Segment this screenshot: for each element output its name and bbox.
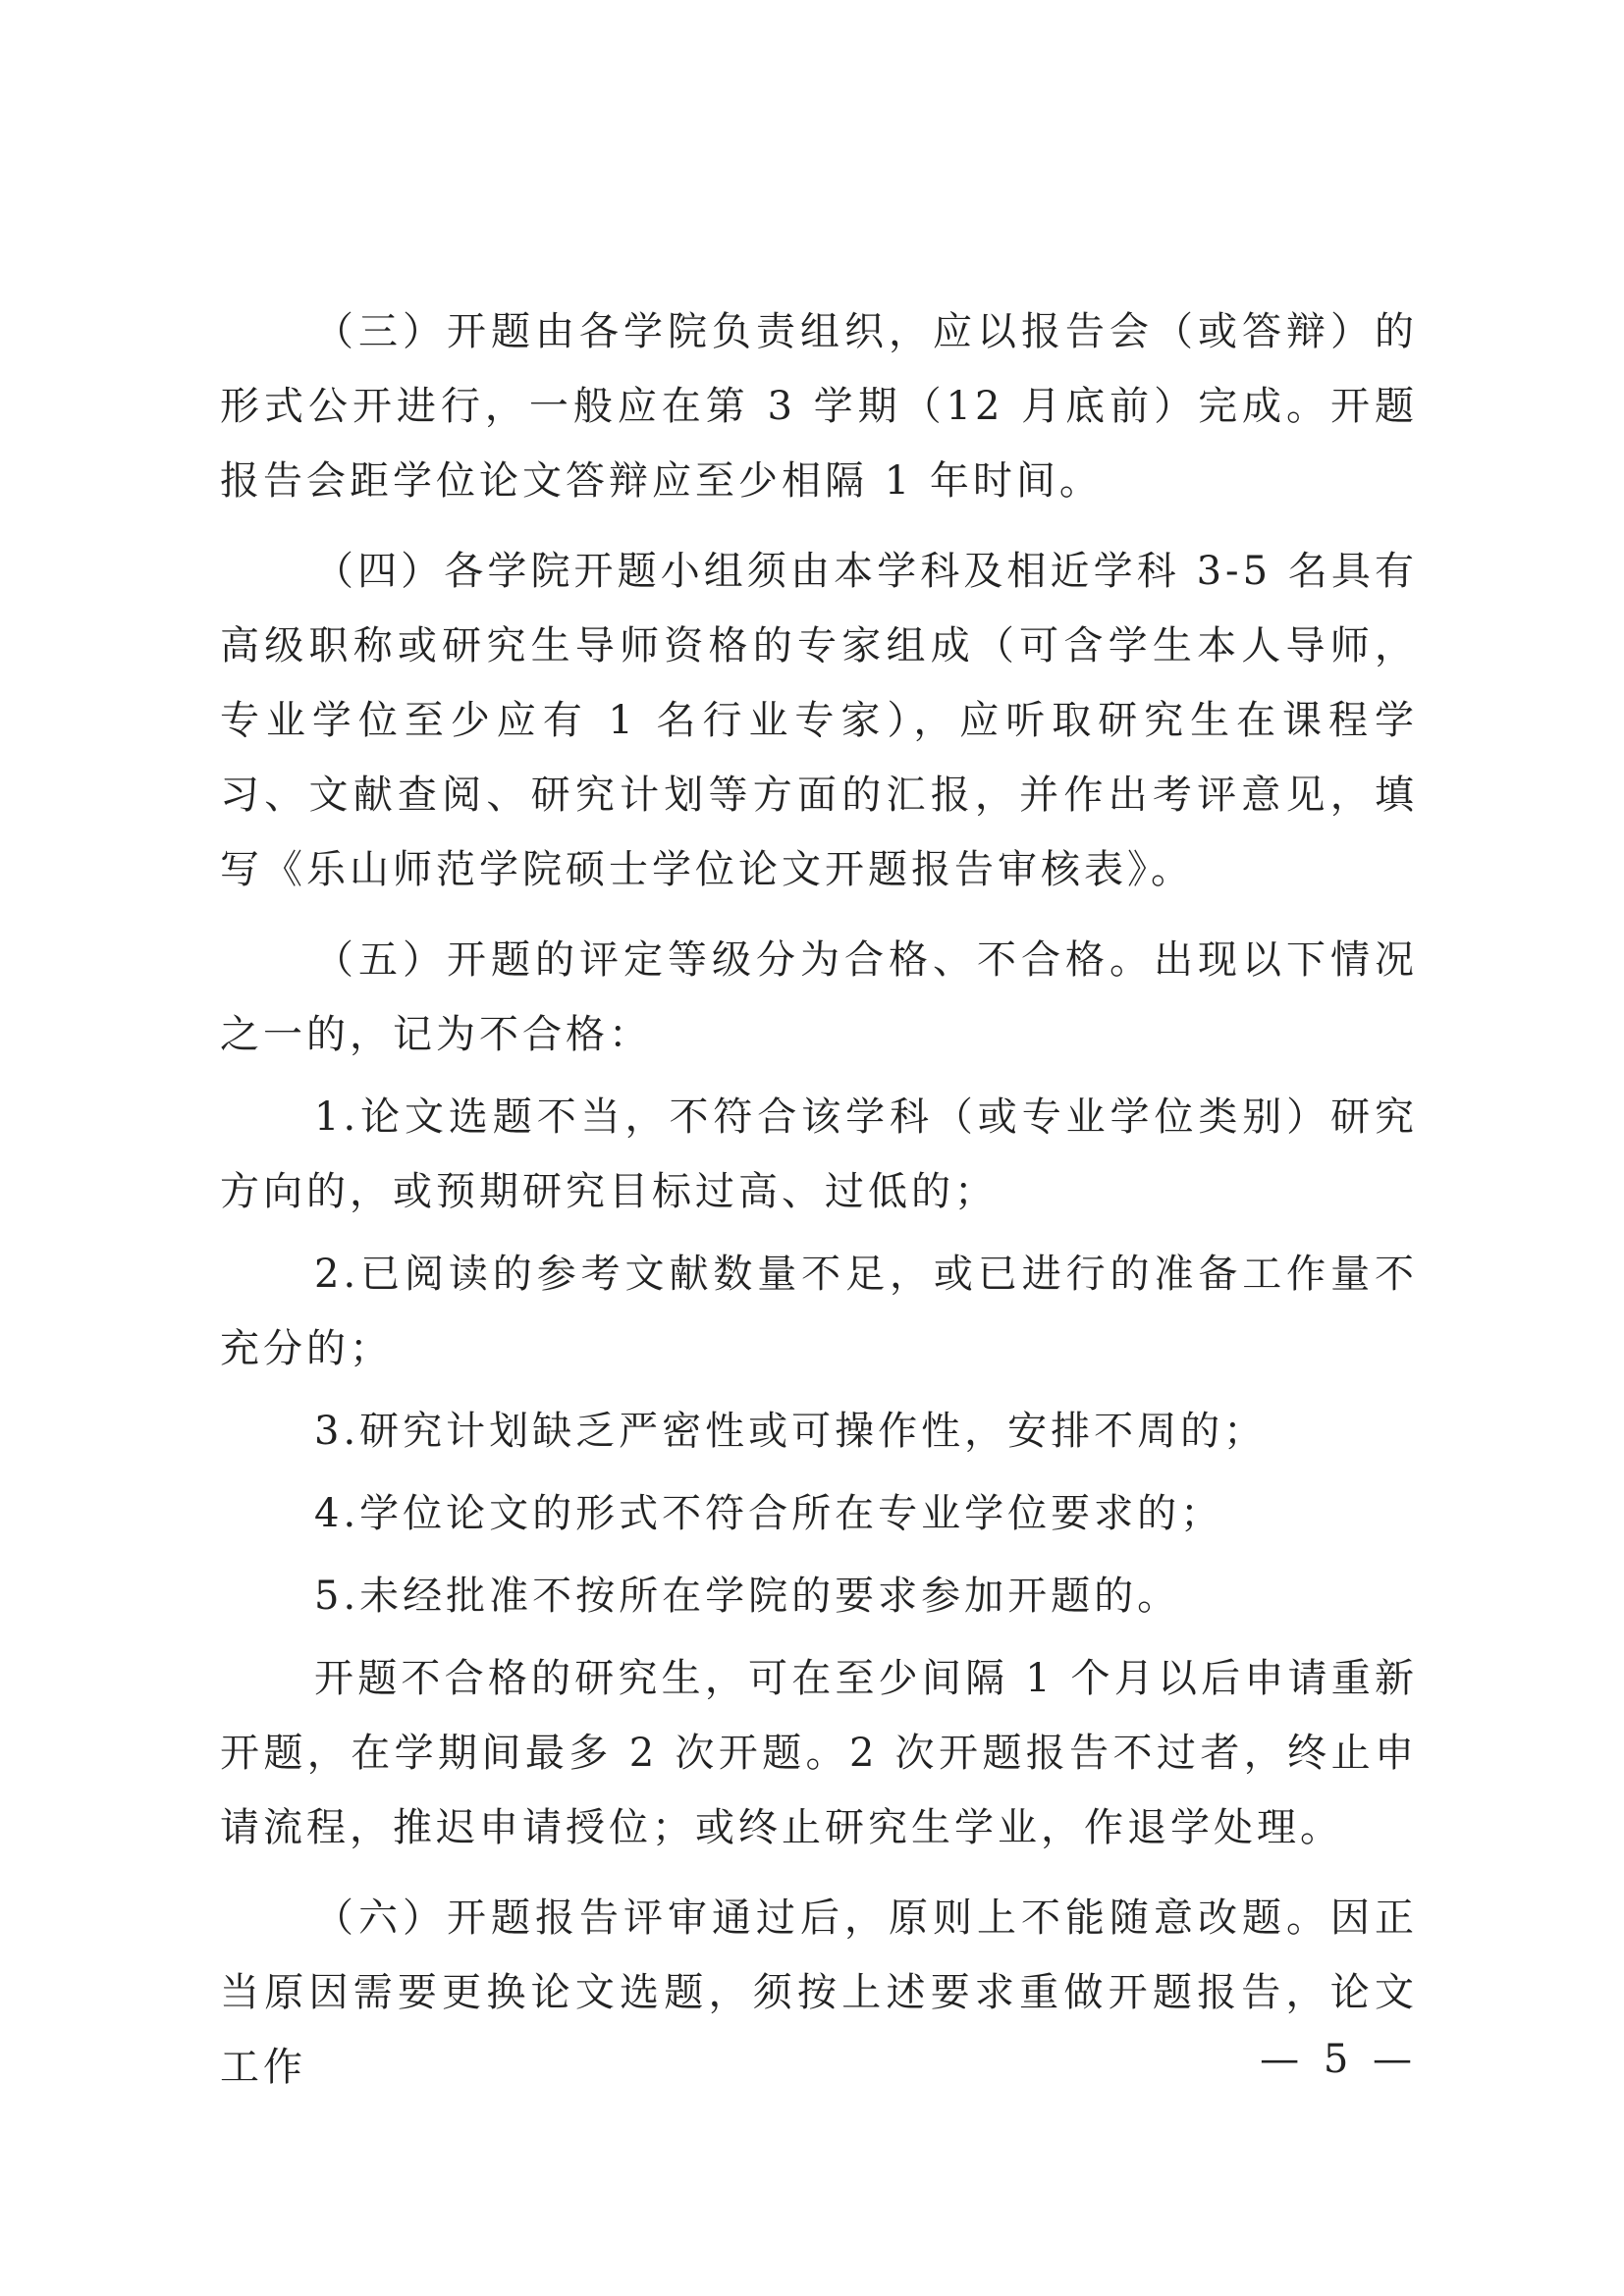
paragraph-4: （四）各学院开题小组须由本学科及相近学科 3-5 名具有高级职称或研究生导师资格的专家组成（可含学生本人导师，专业学位至少应有 1 名行业专家），应听取研究生在课程学习、文献查阅、研究计划等方面的汇报，并作出考评意见，填写《乐山师范学院硕士学位论文开题报告审核表》。 bbox=[220, 549, 1418, 892]
paragraph-6: （六）开题报告评审通过后，原则上不能随意改题。因正当原因需要更换论文选题，须按上述要求重做开题报告，论文工作 bbox=[220, 1896, 1418, 2090]
criterion-5: 5.未经批准不按所在学院的要求参加开题的。 bbox=[314, 1574, 1181, 1619]
criterion-1: 1.论文选题不当，不符合该学科（或专业学位类别）研究方向的，或预期研究目标过高、过低的； bbox=[220, 1095, 1418, 1214]
paragraph-3: （三）开题由各学院负责组织，应以报告会（或答辩）的形式公开进行，一般应在第 3 学期（12 月底前）完成。开题报告会距学位论文答辩应至少相隔 1 年时间。 bbox=[220, 309, 1418, 504]
paragraph-5: （五）开题的评定等级分为合格、不合格。出现以下情况之一的，记为不合格： bbox=[220, 937, 1418, 1057]
criterion-2: 2.已阅读的参考文献数量不足，或已进行的准备工作量不充分的； bbox=[220, 1252, 1418, 1371]
page-number: — 5 — bbox=[1260, 2037, 1418, 2082]
document-body bbox=[220, 294, 1418, 2120]
criterion-3: 3.研究计划缺乏严密性或可操作性，安排不周的； bbox=[314, 1409, 1268, 1454]
paragraph-retake-rule: 开题不合格的研究生，可在至少间隔 1 个月以后申请重新开题，在学期间最多 2 次开题。2 次开题报告不过者，终止申请流程，推迟申请授位；或终止研究生学业，作退学处理。 bbox=[220, 1656, 1418, 1850]
criterion-4: 4.学位论文的形式不符合所在专业学位要求的； bbox=[314, 1491, 1224, 1536]
